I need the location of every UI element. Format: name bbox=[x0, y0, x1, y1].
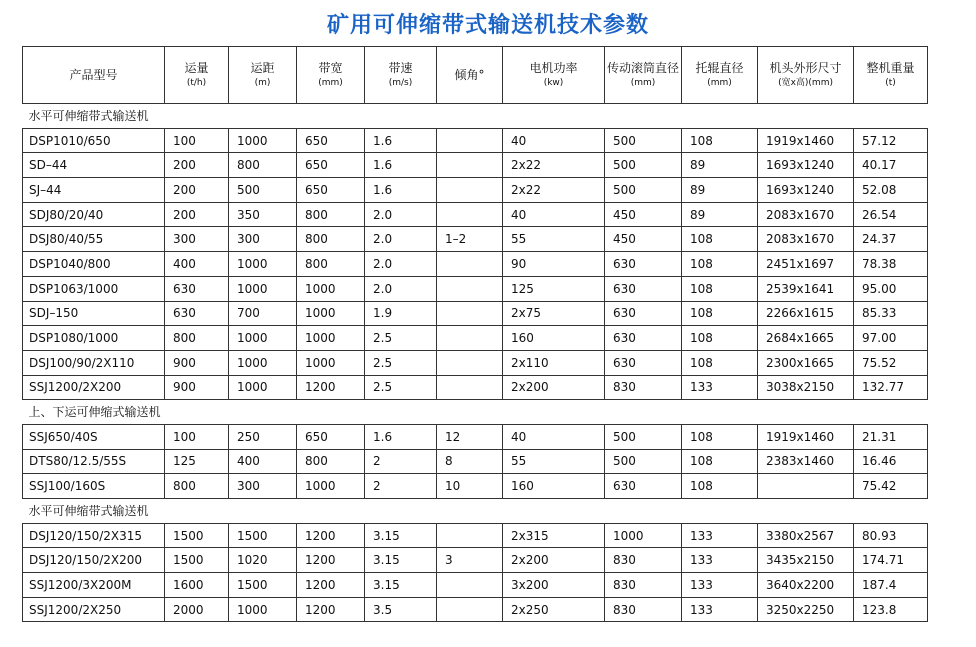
table-cell: SSJ1200/2X200 bbox=[23, 375, 165, 400]
table-cell: 1919x1460 bbox=[758, 424, 854, 449]
table-cell bbox=[437, 326, 503, 351]
table-cell: 108 bbox=[682, 350, 758, 375]
table-cell: 2x110 bbox=[503, 350, 605, 375]
table-row bbox=[23, 252, 928, 277]
table-cell: 2x200 bbox=[503, 548, 605, 573]
table-cell: 1000 bbox=[229, 597, 297, 622]
table-cell: 2x22 bbox=[503, 178, 605, 203]
table-cell: 800 bbox=[297, 202, 365, 227]
table-cell: 12 bbox=[437, 424, 503, 449]
table-row bbox=[23, 350, 928, 375]
table-cell: 300 bbox=[165, 227, 229, 252]
table-cell: SSJ1200/2X250 bbox=[23, 597, 165, 622]
column-header bbox=[605, 47, 682, 104]
table-cell: 3x200 bbox=[503, 573, 605, 598]
table-cell: 2.0 bbox=[365, 252, 437, 277]
table-cell: DSJ120/150/2X315 bbox=[23, 523, 165, 548]
table-cell: 450 bbox=[605, 202, 682, 227]
table-cell: 75.42 bbox=[854, 474, 928, 499]
table-cell: 1–2 bbox=[437, 227, 503, 252]
table-row bbox=[23, 301, 928, 326]
table-cell: 3.5 bbox=[365, 597, 437, 622]
table-cell: 3435x2150 bbox=[758, 548, 854, 573]
table-cell: 89 bbox=[682, 202, 758, 227]
column-header bbox=[365, 47, 437, 104]
table-cell: 2383x1460 bbox=[758, 449, 854, 474]
table-cell: 1600 bbox=[165, 573, 229, 598]
column-header bbox=[758, 47, 854, 104]
column-header-label: 整机重量 bbox=[866, 60, 915, 75]
table-cell: 1000 bbox=[229, 128, 297, 153]
table-row bbox=[23, 597, 928, 622]
table-cell: 630 bbox=[605, 301, 682, 326]
column-header-unit: (m/s) bbox=[388, 77, 413, 88]
column-header-label: 电机功率 bbox=[529, 60, 578, 75]
table-cell: 89 bbox=[682, 178, 758, 203]
table-cell bbox=[437, 128, 503, 153]
table-cell: 2083x1670 bbox=[758, 202, 854, 227]
table-cell: DSP1080/1000 bbox=[23, 326, 165, 351]
table-cell: 300 bbox=[229, 474, 297, 499]
column-header-label: 带宽 bbox=[318, 60, 343, 75]
table-cell: 1000 bbox=[297, 474, 365, 499]
table-cell bbox=[437, 573, 503, 598]
table-cell: 650 bbox=[297, 424, 365, 449]
table-cell: 630 bbox=[165, 276, 229, 301]
spec-table bbox=[22, 46, 928, 622]
table-cell: 300 bbox=[229, 227, 297, 252]
table-cell: 133 bbox=[682, 375, 758, 400]
table-row bbox=[23, 128, 928, 153]
table-cell: 630 bbox=[605, 326, 682, 351]
table-cell: 1000 bbox=[605, 523, 682, 548]
table-cell: 3 bbox=[437, 548, 503, 573]
table-cell: DSP1063/1000 bbox=[23, 276, 165, 301]
table-cell: 650 bbox=[297, 153, 365, 178]
table-cell: 400 bbox=[165, 252, 229, 277]
table-cell: 650 bbox=[297, 178, 365, 203]
table-cell: 160 bbox=[503, 326, 605, 351]
table-cell: 800 bbox=[165, 474, 229, 499]
table-cell: 125 bbox=[503, 276, 605, 301]
table-cell: 174.71 bbox=[854, 548, 928, 573]
table-cell: 100 bbox=[165, 424, 229, 449]
table-cell: 1.6 bbox=[365, 424, 437, 449]
column-header bbox=[503, 47, 605, 104]
table-row bbox=[23, 276, 928, 301]
column-header-unit: (t) bbox=[885, 77, 896, 88]
table-cell bbox=[758, 474, 854, 499]
table-cell: 830 bbox=[605, 597, 682, 622]
table-cell: 133 bbox=[682, 597, 758, 622]
table-cell: 200 bbox=[165, 202, 229, 227]
table-cell: 24.37 bbox=[854, 227, 928, 252]
table-cell: 52.08 bbox=[854, 178, 928, 203]
table-cell: 108 bbox=[682, 227, 758, 252]
table-row bbox=[23, 202, 928, 227]
section-title: 上、下运可伸缩式输送机 bbox=[23, 400, 928, 425]
column-header-unit: (mm) bbox=[707, 77, 732, 88]
column-header-label: 机头外形尺寸 bbox=[769, 60, 842, 75]
table-cell: DTS80/12.5/55S bbox=[23, 449, 165, 474]
table-cell: 700 bbox=[229, 301, 297, 326]
table-cell: 1000 bbox=[297, 276, 365, 301]
table-cell: DSJ100/90/2X110 bbox=[23, 350, 165, 375]
table-cell: 1.6 bbox=[365, 153, 437, 178]
table-row bbox=[23, 153, 928, 178]
table-cell: 2083x1670 bbox=[758, 227, 854, 252]
table-cell: SJ–44 bbox=[23, 178, 165, 203]
table-row bbox=[23, 573, 928, 598]
table-row bbox=[23, 424, 928, 449]
column-header-unit: (kw) bbox=[543, 77, 564, 88]
table-cell: 57.12 bbox=[854, 128, 928, 153]
table-cell: 450 bbox=[605, 227, 682, 252]
table-cell: 630 bbox=[605, 252, 682, 277]
table-row bbox=[23, 474, 928, 499]
table-cell: 2 bbox=[365, 474, 437, 499]
table-cell: 2x250 bbox=[503, 597, 605, 622]
table-cell: 2.5 bbox=[365, 350, 437, 375]
column-header-label: 倾角° bbox=[454, 68, 485, 82]
table-cell: 75.52 bbox=[854, 350, 928, 375]
section-row bbox=[23, 104, 928, 129]
table-cell: 1000 bbox=[229, 375, 297, 400]
table-cell: 1500 bbox=[229, 523, 297, 548]
table-cell: 187.4 bbox=[854, 573, 928, 598]
table-cell: 500 bbox=[229, 178, 297, 203]
table-cell: 97.00 bbox=[854, 326, 928, 351]
table-cell: 1200 bbox=[297, 523, 365, 548]
table-cell: 1693x1240 bbox=[758, 178, 854, 203]
table-cell: 800 bbox=[297, 252, 365, 277]
table-cell: 400 bbox=[229, 449, 297, 474]
table-row bbox=[23, 227, 928, 252]
table-cell: SSJ100/160S bbox=[23, 474, 165, 499]
table-cell: 1500 bbox=[229, 573, 297, 598]
table-cell: 55 bbox=[503, 227, 605, 252]
table-cell bbox=[437, 252, 503, 277]
column-header-label: 托辊直径 bbox=[695, 60, 744, 75]
table-cell: 1000 bbox=[297, 301, 365, 326]
table-cell bbox=[437, 178, 503, 203]
table-cell: 10 bbox=[437, 474, 503, 499]
table-cell: 1000 bbox=[297, 350, 365, 375]
table-cell bbox=[437, 202, 503, 227]
table-cell: 2x200 bbox=[503, 375, 605, 400]
table-cell bbox=[437, 597, 503, 622]
table-cell bbox=[437, 375, 503, 400]
section-title: 水平可伸缩带式输送机 bbox=[23, 499, 928, 524]
table-cell: 108 bbox=[682, 252, 758, 277]
table-cell: 200 bbox=[165, 178, 229, 203]
table-cell: 2x75 bbox=[503, 301, 605, 326]
column-header-label: 运量 bbox=[184, 60, 209, 75]
table-row bbox=[23, 523, 928, 548]
table-cell: 1000 bbox=[297, 326, 365, 351]
table-cell: 95.00 bbox=[854, 276, 928, 301]
table-cell: 1000 bbox=[229, 350, 297, 375]
table-cell: 108 bbox=[682, 301, 758, 326]
table-cell: 900 bbox=[165, 350, 229, 375]
table-cell: 2266x1615 bbox=[758, 301, 854, 326]
table-cell: 1200 bbox=[297, 548, 365, 573]
column-header-unit: (宽x高)(mm) bbox=[778, 77, 833, 88]
table-cell: 100 bbox=[165, 128, 229, 153]
table-cell: 500 bbox=[605, 153, 682, 178]
table-cell: 108 bbox=[682, 326, 758, 351]
section-row bbox=[23, 499, 928, 524]
table-row bbox=[23, 375, 928, 400]
table-cell: SD–44 bbox=[23, 153, 165, 178]
table-cell: 1.9 bbox=[365, 301, 437, 326]
table-cell: 800 bbox=[297, 449, 365, 474]
table-cell: 85.33 bbox=[854, 301, 928, 326]
table-cell: 108 bbox=[682, 474, 758, 499]
table-cell: 2x22 bbox=[503, 153, 605, 178]
table-cell: 1200 bbox=[297, 573, 365, 598]
table-cell: 3380x2567 bbox=[758, 523, 854, 548]
table-cell: 1000 bbox=[229, 326, 297, 351]
column-header bbox=[23, 47, 165, 104]
table-cell: 2.0 bbox=[365, 276, 437, 301]
table-cell: 40.17 bbox=[854, 153, 928, 178]
table-cell: 2.0 bbox=[365, 202, 437, 227]
table-cell: 2 bbox=[365, 449, 437, 474]
column-header bbox=[165, 47, 229, 104]
table-cell: DSJ120/150/2X200 bbox=[23, 548, 165, 573]
table-cell: 500 bbox=[605, 128, 682, 153]
table-cell: DSJ80/40/55 bbox=[23, 227, 165, 252]
table-cell: 630 bbox=[605, 276, 682, 301]
column-header-label: 运距 bbox=[250, 60, 275, 75]
table-cell: 630 bbox=[165, 301, 229, 326]
column-header-unit: (mm) bbox=[630, 77, 656, 88]
table-cell: 1000 bbox=[229, 252, 297, 277]
table-cell: 1200 bbox=[297, 375, 365, 400]
table-cell: 500 bbox=[605, 178, 682, 203]
table-cell: 800 bbox=[165, 326, 229, 351]
table-cell: 133 bbox=[682, 573, 758, 598]
column-header-unit: (t/h) bbox=[186, 77, 207, 88]
table-cell: 250 bbox=[229, 424, 297, 449]
table-cell: 900 bbox=[165, 375, 229, 400]
table-cell: 160 bbox=[503, 474, 605, 499]
column-header-label: 带速 bbox=[388, 60, 413, 75]
table-cell: 108 bbox=[682, 424, 758, 449]
table-cell: 650 bbox=[297, 128, 365, 153]
table-cell: 630 bbox=[605, 350, 682, 375]
table-cell bbox=[437, 276, 503, 301]
table-cell: 26.54 bbox=[854, 202, 928, 227]
table-cell: 830 bbox=[605, 375, 682, 400]
table-cell: 108 bbox=[682, 128, 758, 153]
table-cell: 1500 bbox=[165, 548, 229, 573]
table-cell: 16.46 bbox=[854, 449, 928, 474]
table-cell: 3640x2200 bbox=[758, 573, 854, 598]
column-header bbox=[297, 47, 365, 104]
table-cell: DSP1010/650 bbox=[23, 128, 165, 153]
table-cell: SSJ1200/3X200M bbox=[23, 573, 165, 598]
table-cell: 3.15 bbox=[365, 523, 437, 548]
table-cell: 2684x1665 bbox=[758, 326, 854, 351]
table-cell: 1.6 bbox=[365, 178, 437, 203]
table-cell: 40 bbox=[503, 202, 605, 227]
column-header bbox=[437, 47, 503, 104]
column-header-label: 传动滚筒直径 bbox=[607, 60, 680, 75]
table-row bbox=[23, 178, 928, 203]
page-title: 矿用可伸缩带式输送机技术参数 bbox=[326, 13, 649, 38]
table-cell: 123.8 bbox=[854, 597, 928, 622]
table-row bbox=[23, 449, 928, 474]
table-cell: 132.77 bbox=[854, 375, 928, 400]
table-cell: 3038x2150 bbox=[758, 375, 854, 400]
table-cell: 2.5 bbox=[365, 375, 437, 400]
table-cell: 2000 bbox=[165, 597, 229, 622]
table-cell: SDJ80/20/40 bbox=[23, 202, 165, 227]
table-cell: 1693x1240 bbox=[758, 153, 854, 178]
column-header bbox=[854, 47, 928, 104]
table-cell: 8 bbox=[437, 449, 503, 474]
table-cell: 133 bbox=[682, 523, 758, 548]
table-cell: 125 bbox=[165, 449, 229, 474]
table-cell: 2300x1665 bbox=[758, 350, 854, 375]
table-cell: 40 bbox=[503, 128, 605, 153]
table-cell: 200 bbox=[165, 153, 229, 178]
table-body bbox=[23, 104, 928, 622]
table-cell: 830 bbox=[605, 548, 682, 573]
column-header-label: 产品型号 bbox=[69, 68, 118, 82]
table-cell: 1200 bbox=[297, 597, 365, 622]
table-cell: 500 bbox=[605, 449, 682, 474]
table-cell: 2451x1697 bbox=[758, 252, 854, 277]
table-cell: 800 bbox=[297, 227, 365, 252]
table-cell: DSP1040/800 bbox=[23, 252, 165, 277]
table-cell: 500 bbox=[605, 424, 682, 449]
column-header-unit: (mm) bbox=[318, 77, 343, 88]
table-cell: 350 bbox=[229, 202, 297, 227]
table-cell: 55 bbox=[503, 449, 605, 474]
table-cell: 1.6 bbox=[365, 128, 437, 153]
table-cell: 108 bbox=[682, 276, 758, 301]
section-title: 水平可伸缩带式输送机 bbox=[23, 104, 928, 129]
table-cell: 133 bbox=[682, 548, 758, 573]
table-cell: 2.5 bbox=[365, 326, 437, 351]
table-cell bbox=[437, 350, 503, 375]
table-cell: 80.93 bbox=[854, 523, 928, 548]
table-cell: 800 bbox=[229, 153, 297, 178]
table-row bbox=[23, 326, 928, 351]
table-cell: 1500 bbox=[165, 523, 229, 548]
column-header bbox=[229, 47, 297, 104]
table-cell: 630 bbox=[605, 474, 682, 499]
table-cell: 1919x1460 bbox=[758, 128, 854, 153]
table-cell: 40 bbox=[503, 424, 605, 449]
table-cell: 2x315 bbox=[503, 523, 605, 548]
column-header-unit: (m) bbox=[254, 77, 271, 88]
table-cell: 108 bbox=[682, 449, 758, 474]
table-cell: 1000 bbox=[229, 276, 297, 301]
table-cell bbox=[437, 523, 503, 548]
section-row bbox=[23, 400, 928, 425]
table-cell: 3250x2250 bbox=[758, 597, 854, 622]
table-cell: 1020 bbox=[229, 548, 297, 573]
table-cell bbox=[437, 301, 503, 326]
table-cell: 78.38 bbox=[854, 252, 928, 277]
table-cell: SSJ650/40S bbox=[23, 424, 165, 449]
table-cell: 90 bbox=[503, 252, 605, 277]
table-row bbox=[23, 548, 928, 573]
table-cell: 2.0 bbox=[365, 227, 437, 252]
header-row bbox=[23, 47, 928, 104]
table-cell: 3.15 bbox=[365, 548, 437, 573]
table-cell: 89 bbox=[682, 153, 758, 178]
column-header bbox=[682, 47, 758, 104]
table-cell: 2539x1641 bbox=[758, 276, 854, 301]
table-cell: 830 bbox=[605, 573, 682, 598]
table-cell: 21.31 bbox=[854, 424, 928, 449]
table-cell bbox=[437, 153, 503, 178]
table-cell: SDJ–150 bbox=[23, 301, 165, 326]
table-cell: 3.15 bbox=[365, 573, 437, 598]
